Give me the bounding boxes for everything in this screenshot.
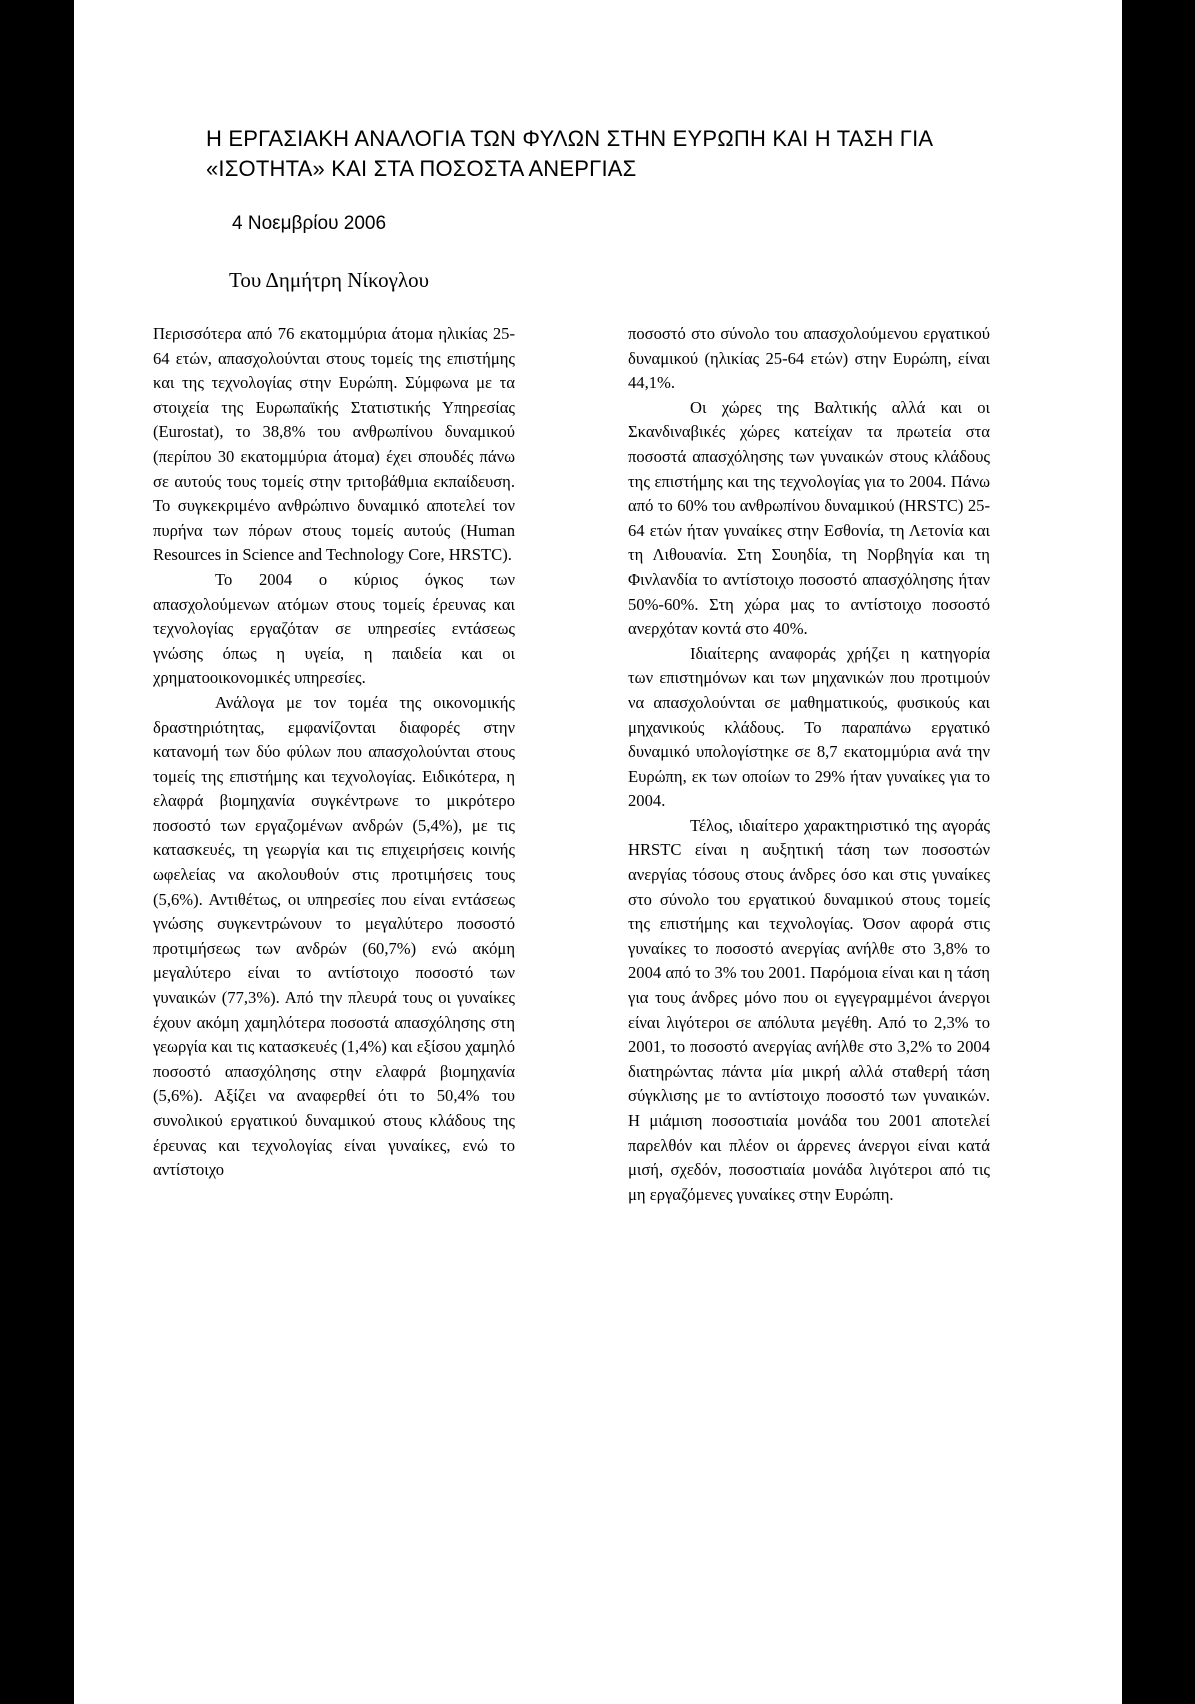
paragraph: ποσοστό στο σύνολο του απασχολούμενου εργατικού δυναμικού (ηλικίας 25-64 ετών) στην Ευρώπη, είναι 44,1%. — [628, 324, 990, 393]
document-page — [74, 0, 1122, 1704]
right-column — [628, 322, 990, 1207]
paragraph: Το 2004 ο κύριος όγκος των απασχολούμενων ατόμων στους τομείς έρευνας και τεχνολογίας εργαζόταν σε υπηρεσίες εντάσεως γνώσης όπως η υγεία, η παιδεία και οι χρηματοοικονομικές υπηρεσίες. — [153, 569, 515, 688]
article-date: 4 Νοεμβρίου 2006 — [232, 213, 387, 234]
paragraph: Ιδιαίτερης αναφοράς χρήζει η κατηγορία των επιστημόνων και των μηχανικών που προτιμούν να απασχολούνται σε μαθηματικούς, φυσικούς και μηχανικούς κλάδους. Το παραπάνω εργατικό δυναμικό υπολογίστηκε σε 8,7 εκατομμύρια ανά την Ευρώπη, εκ των οποίων το 29% ήταν γυναίκες για το 2004. — [628, 643, 990, 811]
paragraph: Περισσότερα από 76 εκατομμύρια άτομα ηλικίας 25-64 ετών, απασχολούνται στους τομείς της επιστήμης και της τεχνολογίας στην Ευρώπη. Σύμφωνα με τα στοιχεία της Ευρωπαϊκής Στατιστικής Υπηρεσίας (Eurostat), το 38,8% του ανθρωπίνου δυναμικού (περίπου 30 εκατομμύρια άτομα) έχει σπουδές πάνω σε αυτούς τους τομείς στην τριτοβάθμια εκπαίδευση. Το συγκεκριμένο ανθρώπινο δυναμικό αποτελεί τον πυρήνα των πόρων στους τομείς αυτούς (Human Resources in Science and Technology Core, HRSTC). — [153, 324, 515, 565]
left-column — [153, 322, 515, 1183]
paragraph: Οι χώρες της Βαλτικής αλλά και οι Σκανδιναβικές χώρες κατείχαν τα πρωτεία στα ποσοστά απασχόλησης των γυναικών στους κλάδους της επιστήμης και της τεχνολογίας για το 2004. Πάνω από το 60% του ανθρωπίνου δυναμικού (HRSTC) 25-64 ετών ήταν γυναίκες στην Εσθονία, τη Λετονία και τη Λιθουανία. Στη Σουηδία, τη Νορβηγία και τη Φινλανδία το αντίστοιχο ποσοστό απασχόλησης ήταν 50%-60%. Στη χώρα μας το αντίστοιχο ποσοστό ανερχόταν κοντά στο 40%. — [628, 397, 990, 639]
article-title: Η ΕΡΓΑΣΙΑΚΗ ΑΝΑΛΟΓΙΑ ΤΩΝ ΦΥΛΩΝ ΣΤΗΝ ΕΥΡΩΠΗ ΚΑΙ Η ΤΑΣΗ ΓΙΑ «ΙΣΟΤΗΤΑ» ΚΑΙ ΣΤΑ ΠΟΣΟΣΤΑ ΑΝΕΡΓΙΑΣ — [206, 126, 933, 181]
article-author: Του Δημήτρη Νίκογλου — [229, 268, 430, 292]
paragraph: Τέλος, ιδιαίτερο χαρακτηριστικό της αγοράς HRSTC είναι η αυξητική τάση των ποσοστών ανεργίας τόσους στους άνδρες όσο και στις γυναίκες στο σύνολο του εργατικού δυναμικού στους τομείς της επιστήμης και τεχνολογίας. Όσον αφορά στις γυναίκες το ποσοστό ανεργίας ανήλθε στο 3,8% το 2004 από το 3% του 2001. Παρόμοια είναι και η τάση για τους άνδρες μόνο που οι εγγεγραμμένοι άνεργοι είναι λιγότεροι σε απόλυτα μεγέθη. Από το 2,3% το 2001, το ποσοστό ανεργίας ανήλθε στο 3,2% το 2004 διατηρώντας πάντα μία μικρή αλλά σταθερή τάση σύγκλισης με το αντίστοιχο ποσοστό των γυναικών. Η μιάμιση ποσοστιαία μονάδα του 2001 αποτελεί παρελθόν και πλέον οι άρρενες άνεργοι είναι κατά μισή, σχεδόν, ποσοστιαία μονάδα λιγότεροι από τις μη εργαζόμενες γυναίκες στην Ευρώπη. — [628, 815, 990, 1204]
paragraph: Ανάλογα με τον τομέα της οικονομικής δραστηριότητας, εμφανίζονται διαφορές στην κατανομή των δύο φύλων που απασχολούνται στους τομείς της επιστήμης και τεχνολογίας. Ειδικότερα, η ελαφρά βιομηχανία συγκέντρωνε το μικρότερο ποσοστό των εργαζομένων ανδρών (5,4%), με τις κατασκευές, τη γεωργία και τις επιχειρήσεις κοινής ωφελείας να ακολουθούν στις προτιμήσεις τους (5,6%). Αντιθέτως, οι υπηρεσίες που είναι εντάσεως γνώσης συγκεντρώνουν το μεγαλύτερο ποσοστό προτιμήσεως των ανδρών (60,7%) ενώ ακόμη μεγαλύτερο είναι το αντίστοιχο ποσοστό των γυναικών (77,3%). Από την πλευρά τους οι γυναίκες έχουν ακόμη χαμηλότερα ποσοστά απασχόλησης στη γεωργία και τις κατασκευές (1,4%) και εξίσου χαμηλό ποσοστό απασχόλησης στην ελαφρά βιομηχανία (5,6%). Αξίζει να αναφερθεί ότι το 50,4% του συνολικού εργατικού δυναμικού στους κλάδους της έρευνας και τεχνολογίας είναι γυναίκες, ενώ το αντίστοιχο — [153, 692, 515, 1180]
